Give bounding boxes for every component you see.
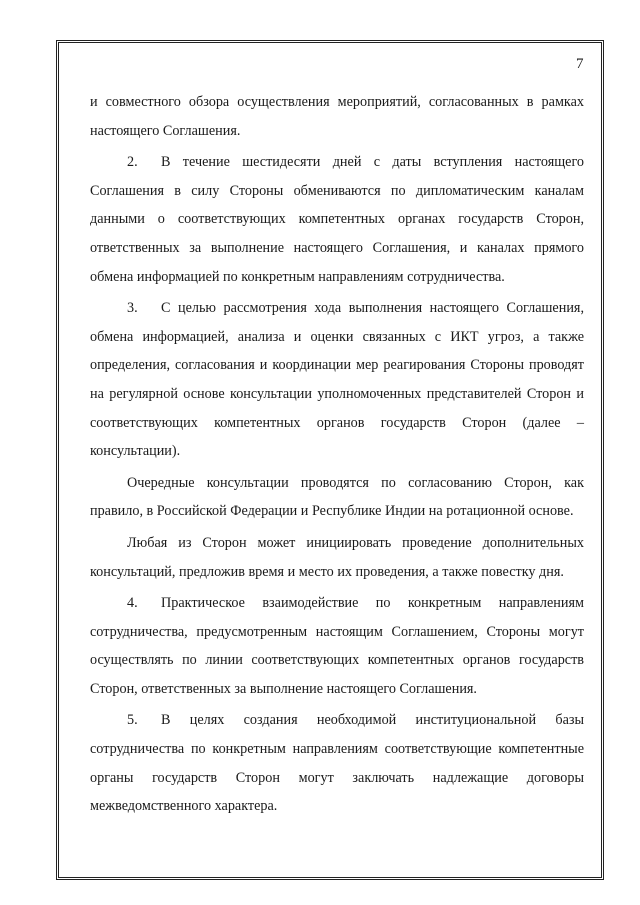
paragraph-text: и совместного обзора осуществления мероприятий, согласованных в рамках настоящего Соглашения.: [90, 94, 584, 139]
paragraph-text: С целью рассмотрения хода выполнения настоящего Соглашения, обмена информацией, анализа и оценки связанных с ИКТ угроз, а также определения, согласования и координации мер реагирования Стороны проводят на регулярной основе консультации уполномоченных представителей Сторон и соответствующих компетентных органов государств Сторон (далее – консультации).: [90, 300, 584, 460]
paragraph-number: 2.: [127, 154, 138, 171]
paragraph-text: В целях создания необходимой институциональной базы сотрудничества по конкретным направлениям соответствующие компетентные органы государств Сторон могут заключать надлежащие договоры межведомственного характера.: [90, 712, 584, 815]
paragraph-continuation: [90, 88, 584, 145]
paragraph-number: 5.: [127, 712, 138, 729]
document-body: [90, 88, 584, 824]
paragraph-2: [90, 148, 584, 291]
paragraph-text: Очередные консультации проводятся по согласованию Сторон, как правило, в Российской Федерации и Республике Индии на ротационной основе.: [90, 474, 584, 520]
paragraph-number: 4.: [127, 595, 138, 612]
paragraph-4: [90, 589, 584, 703]
paragraph-3: [90, 294, 584, 466]
page-number: 7: [576, 56, 584, 72]
paragraph-3-consultations-regular: [90, 469, 584, 526]
paragraph-text: Практическое взаимодействие по конкретным направлениям сотрудничества, предусмотренным настоящим Соглашением, Стороны могут осуществлять по линии соответствующих компетентных органов государств Сторон, ответственных за выполнение настоящего Соглашения.: [90, 595, 584, 697]
paragraph-number: 3.: [127, 300, 138, 317]
paragraph-5: [90, 706, 584, 820]
paragraph-text: В течение шестидесяти дней с даты вступления настоящего Соглашения в силу Стороны обмениваются по дипломатическим каналам данными о соответствующих компетентных органах государств Сторон, ответственных за выполнение настоящего Соглашения, и каналах прямого обмена информацией по конкретным направлениям сотрудничества.: [90, 154, 584, 285]
paragraph-3-consultations-additional: [90, 529, 584, 586]
paragraph-text: Любая из Сторон может инициировать проведение дополнительных консультаций, предложив время и место их проведения, а также повестку дня.: [90, 534, 584, 580]
